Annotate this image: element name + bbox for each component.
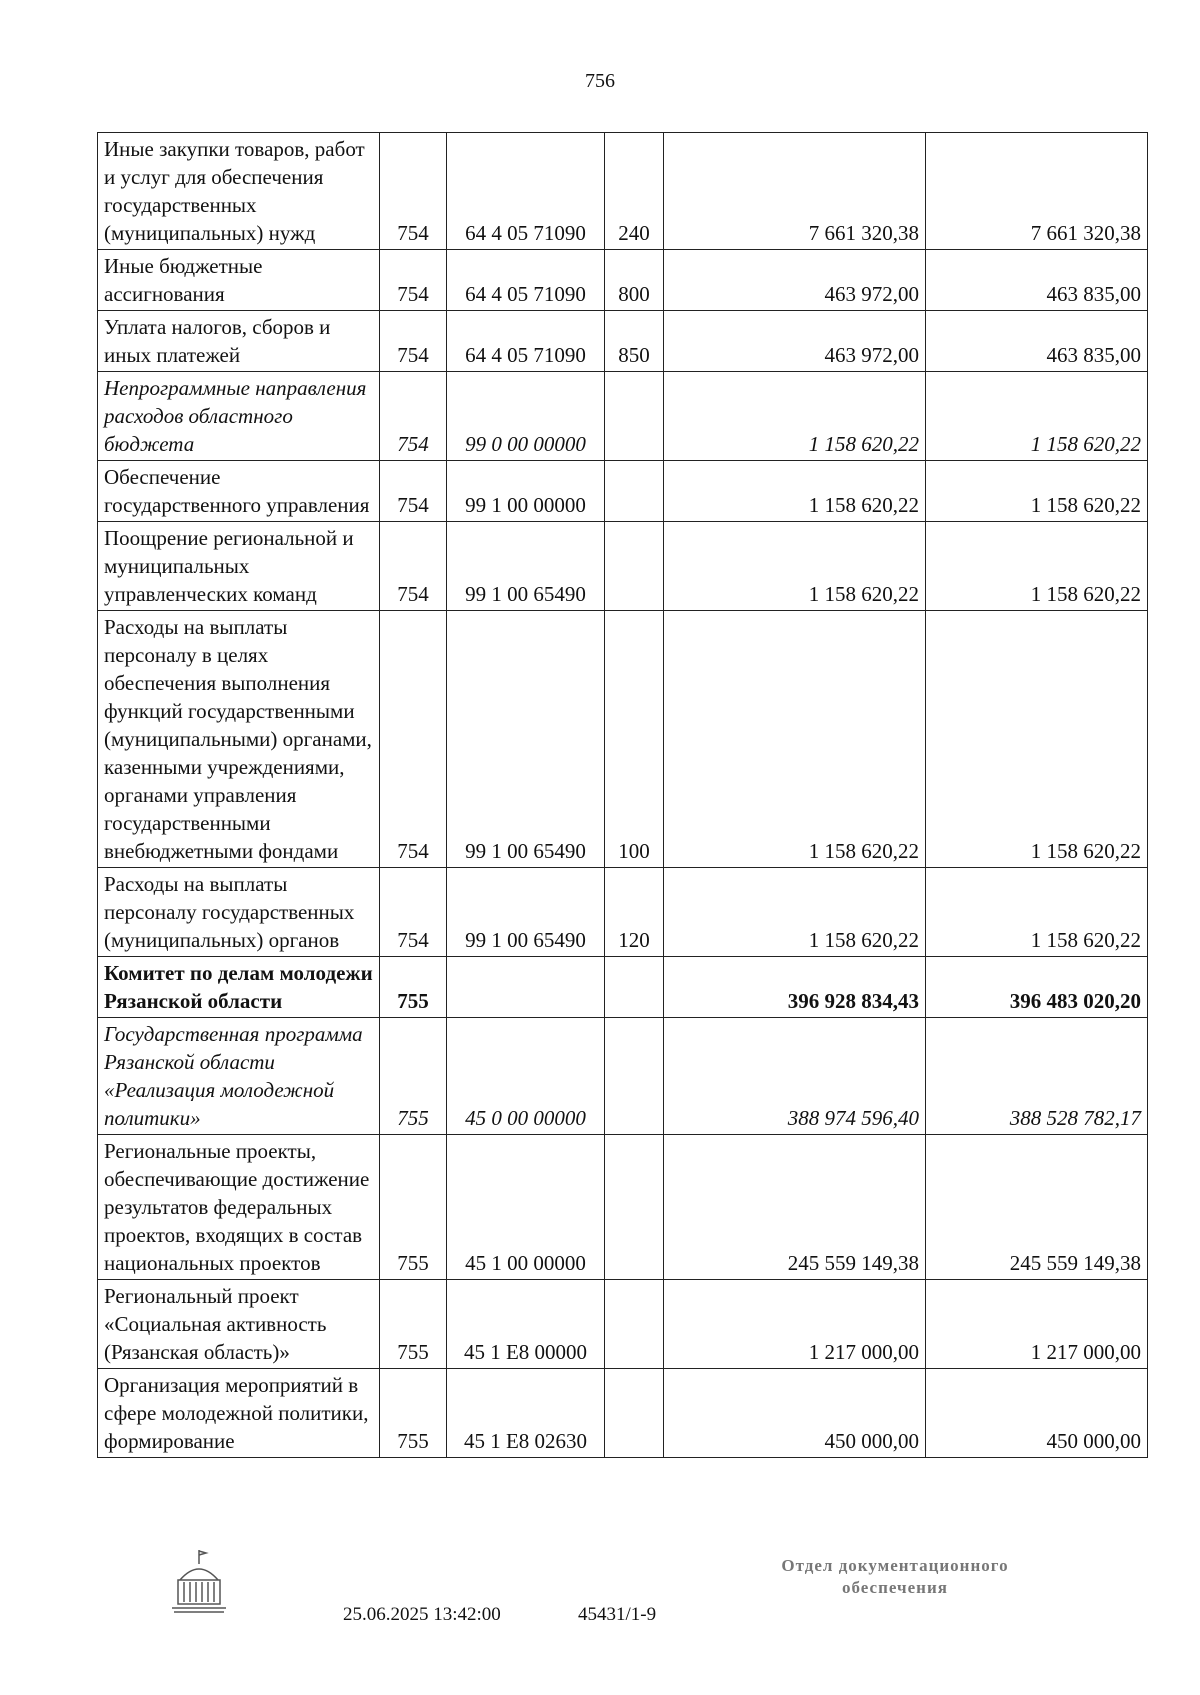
table-row	[98, 1135, 1148, 1280]
row-target-article: 99 0 00 00000	[447, 372, 605, 461]
row-target-article: 45 1 E8 02630	[447, 1369, 605, 1458]
row-amount-1: 463 972,00	[664, 311, 926, 372]
row-expense-type: 100	[605, 611, 664, 868]
row-expense-type: 120	[605, 868, 664, 957]
row-name: Иные закупки товаров, работ и услуг для обеспечения государственных (муниципальных) нужд	[98, 133, 380, 250]
row-name: Региональные проекты, обеспечивающие достижение результатов федеральных проектов, входящих в состав национальных проектов	[98, 1135, 380, 1280]
table-row	[98, 522, 1148, 611]
stamp-line-2: обеспечения	[842, 1578, 948, 1597]
row-target-article: 64 4 05 71090	[447, 250, 605, 311]
row-grbs-code: 754	[380, 311, 447, 372]
row-amount-1: 1 158 620,22	[664, 868, 926, 957]
row-name: Расходы на выплаты персоналу в целях обеспечения выполнения функций государственными (муниципальными) органами, казенными учреждениями, органами управления государственными внебюджетными фондами	[98, 611, 380, 868]
row-name: Иные бюджетные ассигнования	[98, 250, 380, 311]
row-amount-2: 463 835,00	[926, 250, 1148, 311]
row-amount-1: 1 158 620,22	[664, 611, 926, 868]
row-amount-2: 396 483 020,20	[926, 957, 1148, 1018]
row-name: Региональный проект «Социальная активность (Рязанская область)»	[98, 1280, 380, 1369]
row-target-article: 45 1 00 00000	[447, 1135, 605, 1280]
table-row	[98, 957, 1148, 1018]
table-row	[98, 311, 1148, 372]
row-target-article: 45 0 00 00000	[447, 1018, 605, 1135]
row-target-article: 99 1 00 65490	[447, 868, 605, 957]
stamp-line-1: Отдел документационного	[781, 1556, 1009, 1575]
footer-document-code: 45431/1-9	[578, 1604, 657, 1625]
table-row	[98, 1369, 1148, 1458]
table-row	[98, 133, 1148, 250]
row-grbs-code: 754	[380, 372, 447, 461]
row-grbs-code: 755	[380, 957, 447, 1018]
row-amount-1: 1 158 620,22	[664, 461, 926, 522]
row-amount-2: 388 528 782,17	[926, 1018, 1148, 1135]
row-expense-type	[605, 461, 664, 522]
row-amount-1: 1 158 620,22	[664, 372, 926, 461]
row-expense-type	[605, 957, 664, 1018]
row-target-article: 64 4 05 71090	[447, 311, 605, 372]
table-row	[98, 372, 1148, 461]
row-amount-2: 450 000,00	[926, 1369, 1148, 1458]
table-row	[98, 1018, 1148, 1135]
row-expense-type	[605, 522, 664, 611]
department-stamp	[740, 1555, 1050, 1599]
row-amount-2: 1 158 620,22	[926, 611, 1148, 868]
row-expense-type	[605, 372, 664, 461]
budget-table-body	[98, 133, 1148, 1458]
row-amount-1: 388 974 596,40	[664, 1018, 926, 1135]
row-amount-2: 245 559 149,38	[926, 1135, 1148, 1280]
row-amount-1: 1 217 000,00	[664, 1280, 926, 1369]
row-expense-type: 850	[605, 311, 664, 372]
row-amount-1: 245 559 149,38	[664, 1135, 926, 1280]
row-grbs-code: 755	[380, 1135, 447, 1280]
footer-datetime: 25.06.2025 13:42:00	[343, 1604, 501, 1625]
row-amount-2: 1 217 000,00	[926, 1280, 1148, 1369]
row-amount-1: 1 158 620,22	[664, 522, 926, 611]
row-amount-2: 1 158 620,22	[926, 868, 1148, 957]
row-grbs-code: 754	[380, 250, 447, 311]
page-number: 756	[585, 70, 615, 92]
row-name: Организация мероприятий в сфере молодежной политики, формирование	[98, 1369, 380, 1458]
row-grbs-code: 754	[380, 522, 447, 611]
row-expense-type	[605, 1018, 664, 1135]
row-target-article	[447, 957, 605, 1018]
row-amount-1: 450 000,00	[664, 1369, 926, 1458]
row-amount-2: 1 158 620,22	[926, 372, 1148, 461]
row-amount-2: 1 158 620,22	[926, 522, 1148, 611]
table-row	[98, 1280, 1148, 1369]
table-row	[98, 461, 1148, 522]
row-name: Непрограммные направления расходов областного бюджета	[98, 372, 380, 461]
row-grbs-code: 755	[380, 1280, 447, 1369]
row-target-article: 64 4 05 71090	[447, 133, 605, 250]
row-name: Расходы на выплаты персоналу государственных (муниципальных) органов	[98, 868, 380, 957]
row-target-article: 99 1 00 00000	[447, 461, 605, 522]
row-grbs-code: 754	[380, 461, 447, 522]
row-amount-1: 396 928 834,43	[664, 957, 926, 1018]
row-amount-2: 1 158 620,22	[926, 461, 1148, 522]
duma-logo-icon	[170, 1548, 228, 1614]
budget-table	[97, 132, 1148, 1458]
row-name: Государственная программа Рязанской области «Реализация молодежной политики»	[98, 1018, 380, 1135]
row-amount-2: 463 835,00	[926, 311, 1148, 372]
row-name: Поощрение региональной и муниципальных управленческих команд	[98, 522, 380, 611]
row-expense-type	[605, 1369, 664, 1458]
row-grbs-code: 755	[380, 1018, 447, 1135]
row-expense-type	[605, 1280, 664, 1369]
row-name: Обеспечение государственного управления	[98, 461, 380, 522]
row-target-article: 45 1 E8 00000	[447, 1280, 605, 1369]
row-expense-type: 240	[605, 133, 664, 250]
table-row	[98, 250, 1148, 311]
row-grbs-code: 754	[380, 133, 447, 250]
row-grbs-code: 754	[380, 611, 447, 868]
row-name: Уплата налогов, сборов и иных платежей	[98, 311, 380, 372]
row-amount-1: 7 661 320,38	[664, 133, 926, 250]
table-row	[98, 868, 1148, 957]
row-amount-1: 463 972,00	[664, 250, 926, 311]
row-name: Комитет по делам молодежи Рязанской области	[98, 957, 380, 1018]
row-target-article: 99 1 00 65490	[447, 522, 605, 611]
row-amount-2: 7 661 320,38	[926, 133, 1148, 250]
row-expense-type: 800	[605, 250, 664, 311]
row-grbs-code: 754	[380, 868, 447, 957]
row-expense-type	[605, 1135, 664, 1280]
table-row	[98, 611, 1148, 868]
row-grbs-code: 755	[380, 1369, 447, 1458]
row-target-article: 99 1 00 65490	[447, 611, 605, 868]
